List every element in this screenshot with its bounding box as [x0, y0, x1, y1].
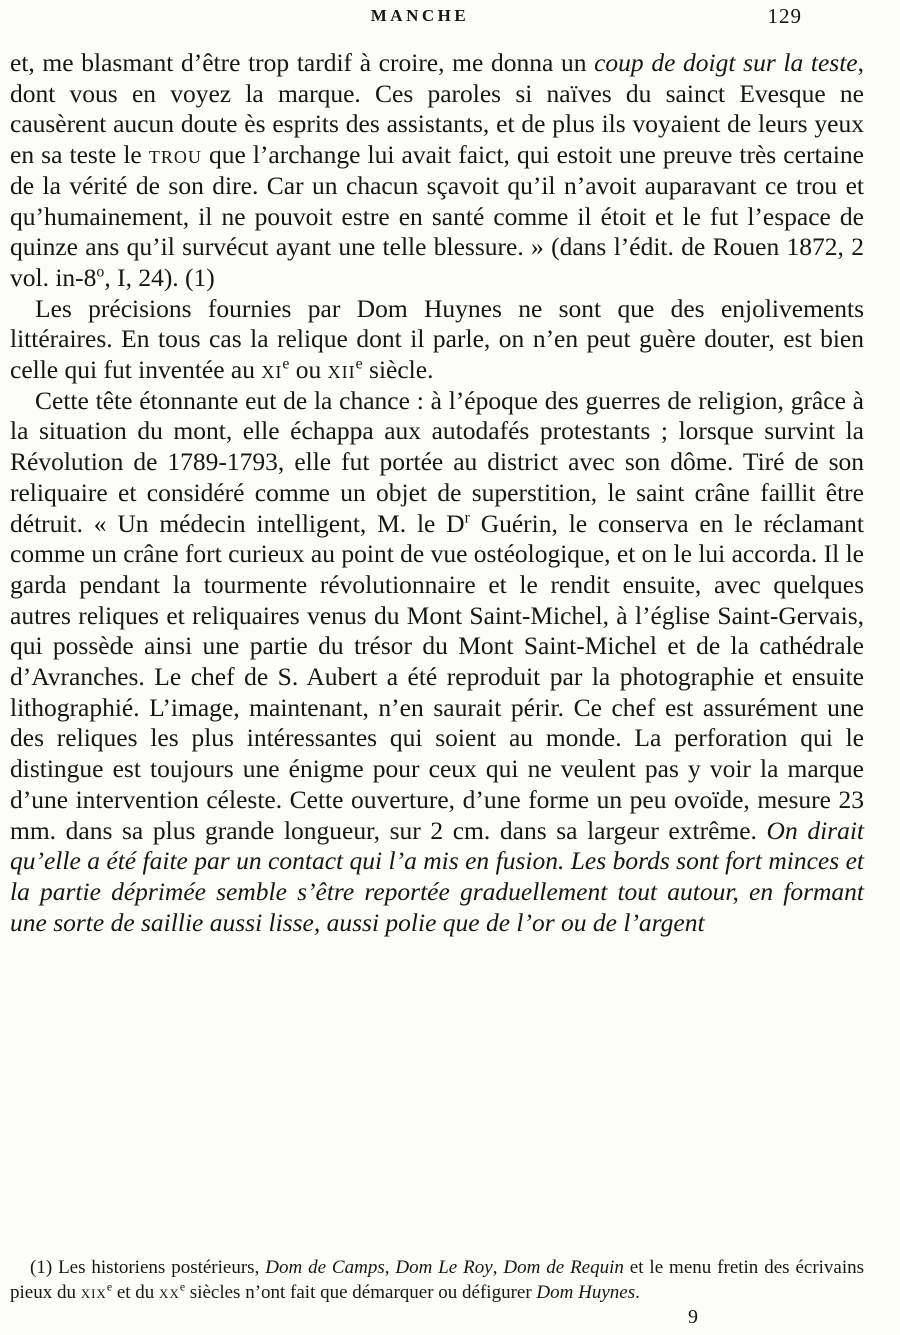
text-segment: siècle. — [362, 355, 434, 385]
text-segment: xx — [159, 1282, 180, 1303]
text-segment: Dom de Requin — [503, 1257, 624, 1278]
paragraph — [10, 294, 864, 386]
text-segment: et le menu fretin des écrivains pieux du — [10, 1257, 865, 1303]
text-segment: r — [464, 509, 470, 527]
paragraph — [10, 48, 864, 294]
text-segment: e — [282, 355, 290, 373]
text-segment: e — [355, 355, 363, 373]
text-segment: Guérin, le conserva en le réclamant comme un crâne fort curieux au point de vue ostéologique, et on le lui accorda. Il le garda pendant la tourmente révolutionnaire et le rendit ensuite, avec quelques autres reliques et reliquaires venus du Mont Saint-Michel, à l’église Saint-Gervais, qui possède ainsi une partie du trésor du Mont Saint-Michel et de la cathédrale d’Avranches. Le chef de S. Aubert a été reproduit par la photographie et ensuite lithographié. L’image, maintenant, n’en saurait périr. Ce chef est assurément une des reliques les plus intéressantes qui soient au monde. La perforation qui le distingue est toujours une énigme pour ceux qui ne veulent pas y voir la marque d’une intervention céleste. Cette ouverture, d’une forme un peu ovoïde, mesure 23 mm. dans sa plus grande longueur, sur 2 cm. dans sa largeur extrême. — [10, 508, 864, 845]
text-segment: que l’archange lui avait faict, qui estoit une preuve très certaine de la vérité de son dire. Car un chacun sçavoit qu’il n’avoit auparavant ce trou et qu’humainement, il ne pouvoit estre en santé comme il étoit et le fut l’espace de quinze ans qu’il survécut ayant une telle blessure. » (dans l’édit. de Rouen 1872, 2 vol. in-8 — [10, 140, 864, 292]
text-segment: , — [492, 1257, 504, 1278]
signature-number: 9 — [688, 1306, 698, 1328]
text-segment: , — [384, 1257, 396, 1278]
text-segment: coup de doigt sur la teste — [594, 48, 858, 77]
text-segment: Dom Huynes — [536, 1282, 636, 1303]
text-segment: et, me blasmant d’être trop tardif à croire, me donna un — [10, 48, 595, 77]
page-number: 129 — [767, 4, 802, 28]
text-segment: e — [106, 1280, 113, 1294]
text-segment: (1) Les historiens postérieurs, — [30, 1257, 266, 1278]
text-segment: Cette tête étonnante eut de la chance : à l’époque des guerres de religion, grâce à la situation du mont, elle échappa aux autodafés protestants ; lorsque survint la Révolution de 1789-1793, elle fut portée au district avec son dôme. Tiré de son reliquaire et considéré comme un objet de superstition, le saint crâne faillit être détruit. « Un médecin intelligent, M. le D — [10, 385, 864, 538]
text-segment: siècles n’ont fait que démarquer ou défigurer — [185, 1282, 537, 1303]
text-segment: Les précisions fournies par Dom Huynes ne sont que des enjolivements littéraires. En tous cas la relique dont il parle, on n’en peut guère douter, est bien celle qui fut inventée au — [10, 293, 864, 385]
text-segment: e — [179, 1280, 186, 1294]
footnote — [10, 1255, 864, 1305]
footnote-section — [10, 1255, 864, 1305]
running-title: MANCHE — [370, 6, 470, 25]
text-segment: , I, 24). (1) — [104, 262, 215, 292]
text-segment: trou — [148, 140, 202, 170]
text-segment: On dirait qu’elle a été faite par un contact qui l’a mis en fusion. Les bords sont fort minces et la partie déprimée semble s’être reportée graduellement tout autour, en formant une sorte de saillie aussi lisse, aussi polie que de l’or ou de l’argent — [10, 815, 865, 937]
text-segment: et du — [112, 1282, 160, 1303]
page-body — [0, 34, 900, 938]
text-segment: xix — [80, 1282, 107, 1303]
text-segment: xi — [261, 355, 283, 385]
text-segment: , dont vous en voyez la marque. Ces paroles si naïves du sainct Evesque ne causèrent aucun doute ès esprits des assistants, et de plus ils voyaient de leurs yeux en sa teste le — [10, 48, 864, 170]
text-segment: . — [635, 1282, 640, 1303]
text-segment: ou — [289, 355, 328, 385]
page-header — [0, 0, 900, 34]
text-segment: xii — [327, 355, 356, 385]
text-segment: o — [96, 263, 105, 281]
text-segment: Dom Le Roy — [395, 1257, 493, 1278]
paragraph — [10, 386, 864, 939]
text-segment: Dom de Camps — [265, 1257, 385, 1278]
